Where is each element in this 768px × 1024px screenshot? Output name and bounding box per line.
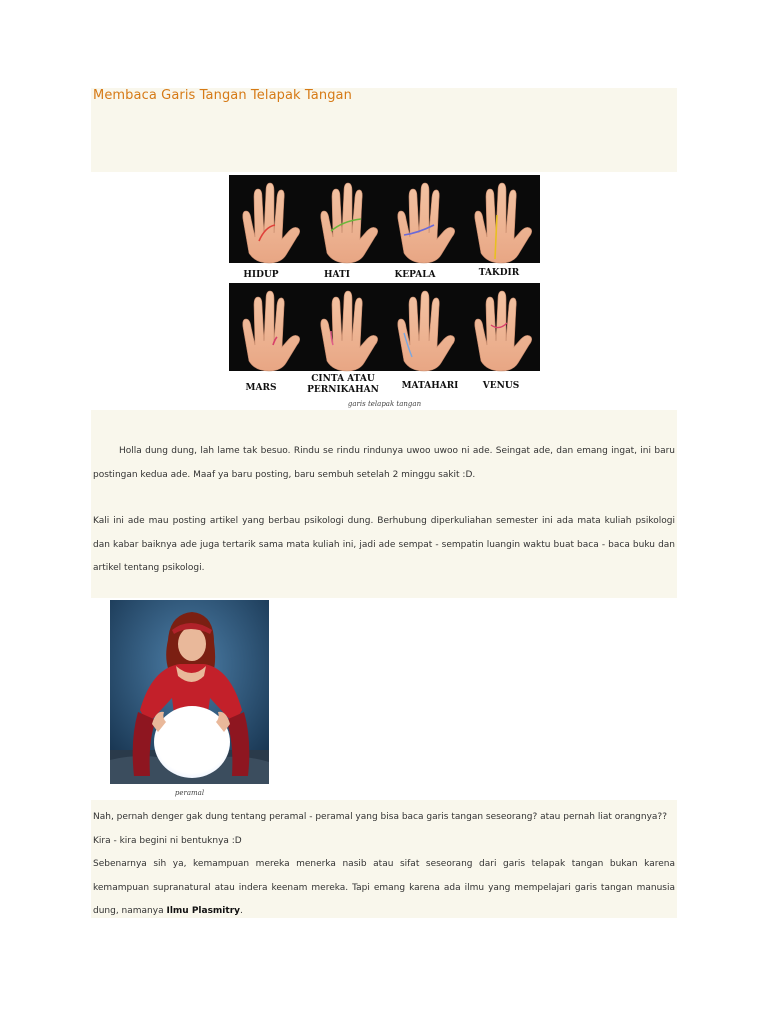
figure1-caption: garis telapak tangan bbox=[347, 400, 422, 408]
body-paragraph-1: Nah, pernah denger gak dung tentang peramal - peramal yang bisa baca garis tangan seseorang? atau pernah liat orangnya?? bbox=[93, 812, 667, 822]
label-takdir: TAKDIR bbox=[478, 268, 520, 278]
body-paragraph-3-text: Sebenarnya sih ya, kemampuan mereka menerka nasib atau sifat seseorang dari garis telapak tangan bukan karena kemampuan supranatural atau indera keenam mereka. Tapi emang karena ada ilmu yang mempelajari garis tangan manusia dung, namanya bbox=[93, 859, 675, 916]
label-matahari: MATAHARI bbox=[401, 381, 459, 391]
article-title: Membaca Garis Tangan Telapak Tangan bbox=[93, 88, 352, 103]
body-box bbox=[91, 800, 677, 918]
label-kepala: KEPALA bbox=[394, 270, 436, 280]
intro-paragraph-1: Holla dung dung, lah lame tak besuo. Rindu se rindu rindunya uwoo uwoo ni ade. Seingat ade, dan emang ingat, ini baru postingan kedua ade. Maaf ya baru posting, baru sembuh setelah 2 minggu sakit :D. bbox=[93, 446, 675, 480]
label-mars: MARS bbox=[245, 383, 277, 393]
body-paragraph-3-end: . bbox=[240, 906, 243, 916]
label-hidup: HIDUP bbox=[243, 270, 279, 280]
body-paragraph-2: Kira - kira begini ni bentuknya :D bbox=[93, 836, 242, 846]
label-pernikahan: PERNIKAHAN bbox=[307, 385, 379, 395]
title-box bbox=[91, 88, 677, 172]
palm-lines-figure bbox=[229, 175, 540, 395]
body-paragraph-3 bbox=[93, 853, 675, 924]
ilmu-plasmitry-term: Ilmu Plasmitry bbox=[166, 906, 241, 916]
intro-paragraph-2: Kali ini ade mau posting artikel yang berbau psikologi dung. Berhubung diperkuliahan semester ini ada mata kuliah psikologi dan kabar baiknya ade juga tertarik sama mata kuliah ini, jadi ade sempat - sempatin luangin waktu buat baca - baca buku dan artikel tentang psikologi. bbox=[93, 516, 675, 573]
fortune-teller-image bbox=[110, 600, 269, 784]
figure2-caption: peramal bbox=[174, 789, 205, 797]
label-hati: HATI bbox=[324, 270, 350, 280]
intro-box bbox=[91, 410, 677, 598]
label-venus: VENUS bbox=[482, 381, 520, 391]
label-cinta: CINTA ATAU bbox=[311, 374, 375, 384]
